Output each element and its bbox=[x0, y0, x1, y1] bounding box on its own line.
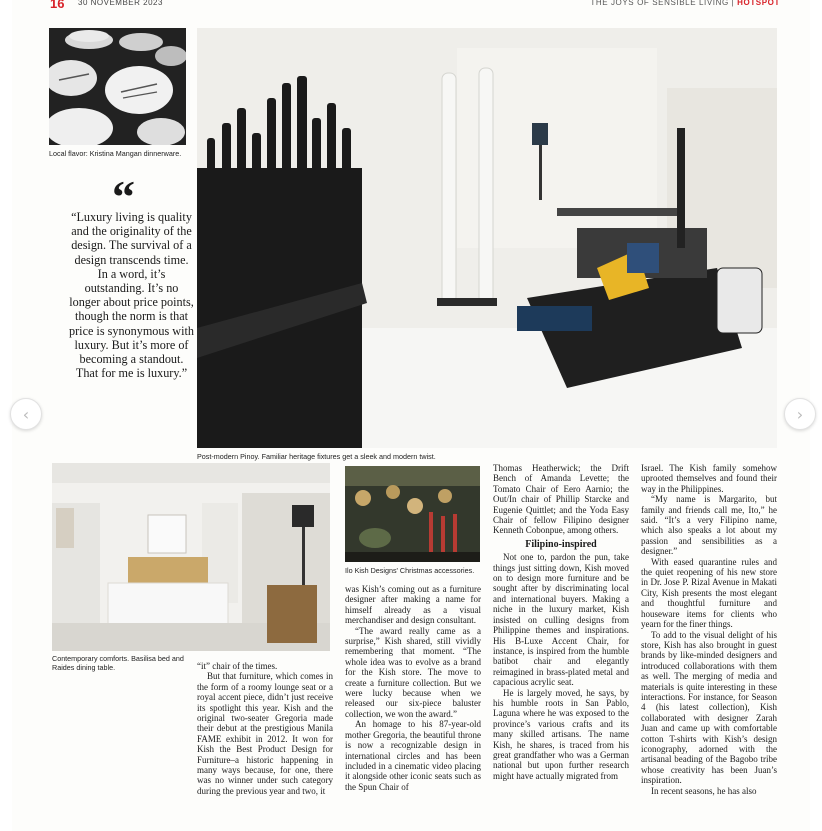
col3-p3: He is largely moved, he says, by his humble roots in San Pablo, Laguna where he was exposed to the province’s various crafts and its many skilled artisans. The name Kish, he shares, is traced from his great grandfather who was a German national but upon further research might have actually migrated from bbox=[493, 687, 629, 781]
prev-page-button[interactable]: ‹ bbox=[10, 398, 42, 430]
article-column-1 bbox=[197, 661, 333, 796]
col4-p2: “My name is Margarito, but family and friends call me, Ito,” he said. “It’s a very Filipino name, which also speaks a lot about my passion and sensibilities as a designer.” bbox=[641, 494, 777, 557]
col3-p2: Not one to, pardon the pun, take things just sitting down, Kish moved on to design more furniture and be sought after by discriminating local and international buyers. Making a niche in the luxury market, Kish insisted on culling designs from Philippine themes and inspirations. His B-Luxe Accent Chair, for instance, is inspired from the humble batibot chair and elegantly reimagined in brass-plated metal and capacious acrylic seat. bbox=[493, 552, 629, 688]
article-column-3 bbox=[493, 463, 629, 781]
main-photo bbox=[197, 28, 777, 448]
dinnerware-caption: Local flavor: Kristina Mangan dinnerware. bbox=[49, 149, 182, 158]
section-label: THE JOYS OF SENSIBLE LIVING | HOTSPOT bbox=[590, 0, 780, 7]
page-number: 16 bbox=[50, 0, 65, 11]
subhead: Filipino-inspired bbox=[525, 538, 597, 550]
col3-p1: Thomas Heatherwick; the Drift Bench of Amanda Levette; the Tomato Chair of Eero Aarnio; the Out/In chair of Phillip Starcke and Eugenie Quittlet; and the Yoda Easy Chair of fellow Filipino designer Kenneth Cobonpue, among others. bbox=[493, 463, 629, 536]
next-page-button[interactable]: › bbox=[784, 398, 816, 430]
magazine-page bbox=[12, 0, 810, 831]
col2-p3: An homage to his 87-year-old mother Gregoria, the beautiful throne is now a recognizable design in international circles and has been included in a cinematic video placing it alongside other iconic seats such as the Spun Chair of bbox=[345, 719, 481, 792]
bedroom-photo bbox=[52, 463, 330, 651]
col4-p1: Israel. The Kish family somehow uprooted themselves and found their way in the Philippines. bbox=[641, 463, 777, 494]
issue-date: 30 NOVEMBER 2023 bbox=[78, 0, 163, 7]
main-photo-caption: Post-modern Pinoy. Familiar heritage fixtures get a sleek and modern twist. bbox=[197, 452, 436, 461]
article-column-4 bbox=[641, 463, 777, 796]
col2-p2: “The award really came as a surprise,” Kish shared, still vividly remembering that moment. “The whole idea was to evolve as a brand for the Kish store. The move to create a furniture collection. But we were lucky because when we released our six-piece baluster collection, we won the award.” bbox=[345, 625, 481, 719]
christmas-photo bbox=[345, 466, 480, 562]
page-header bbox=[48, 0, 780, 10]
article-column-2 bbox=[345, 584, 481, 792]
col1-p1: “it” chair of the times. bbox=[197, 661, 278, 671]
col4-p3: With eased quarantine rules and the quiet reopening of his new store in Dr. Jose P. Rizal Avenue in Makati City, Kish presents the most elegant and thoughtful furniture and houseware items for clients who yearn for the finer things. bbox=[641, 556, 777, 630]
dinnerware-photo bbox=[49, 28, 186, 145]
col4-p5: In recent seasons, he has also bbox=[651, 785, 757, 796]
bedroom-caption: Contemporary comforts. Basilisa bed and Raides dining table. bbox=[52, 654, 184, 672]
pull-quote: “Luxury living is quality and the originality of the design. The survival of a design transcends time. In a word, it’s outstanding. It’s no longer about price points, though the norm is that price is synonymous with luxury. But it’s more of becoming a standout. That for me is luxury.” bbox=[69, 210, 194, 381]
col4-p4: To add to the visual delight of his store, Kish has also brought in guest brands by like-minded designers and introduced collaborations with them as well. The merging of media and materials is quite interesting in these interactions. For instance, for Season 4 (his latest collection), Kish collaborated with designer Zarah Juan and came up with comfortable cotton T-shirts with Kish’s design iconography, adorned with the artisanal beading of the Bagobo tribe whose creativity has been Juan’s inspiration. bbox=[641, 629, 777, 786]
quote-mark-icon: “ bbox=[112, 171, 135, 222]
christmas-caption: Ilo Kish Designs' Christmas accessories. bbox=[345, 566, 475, 575]
col2-p1: was Kish’s coming out as a furniture designer after making a name for himself already as a visual merchandiser and design consultant. bbox=[345, 584, 481, 626]
col1-p2: But that furniture, which comes in the form of a roomy lounge seat or a royal accent piece, didn’t just receive its spotlight this year. Kish and the original two-seater Gregoria made their debut at the prestigious Manila FAME exhibit in 2012. It won for Kish the Best Product Design for Furniture–a historic happening in many ways because, for one, there was no winner under such category during the previous year and two, it bbox=[197, 671, 333, 796]
